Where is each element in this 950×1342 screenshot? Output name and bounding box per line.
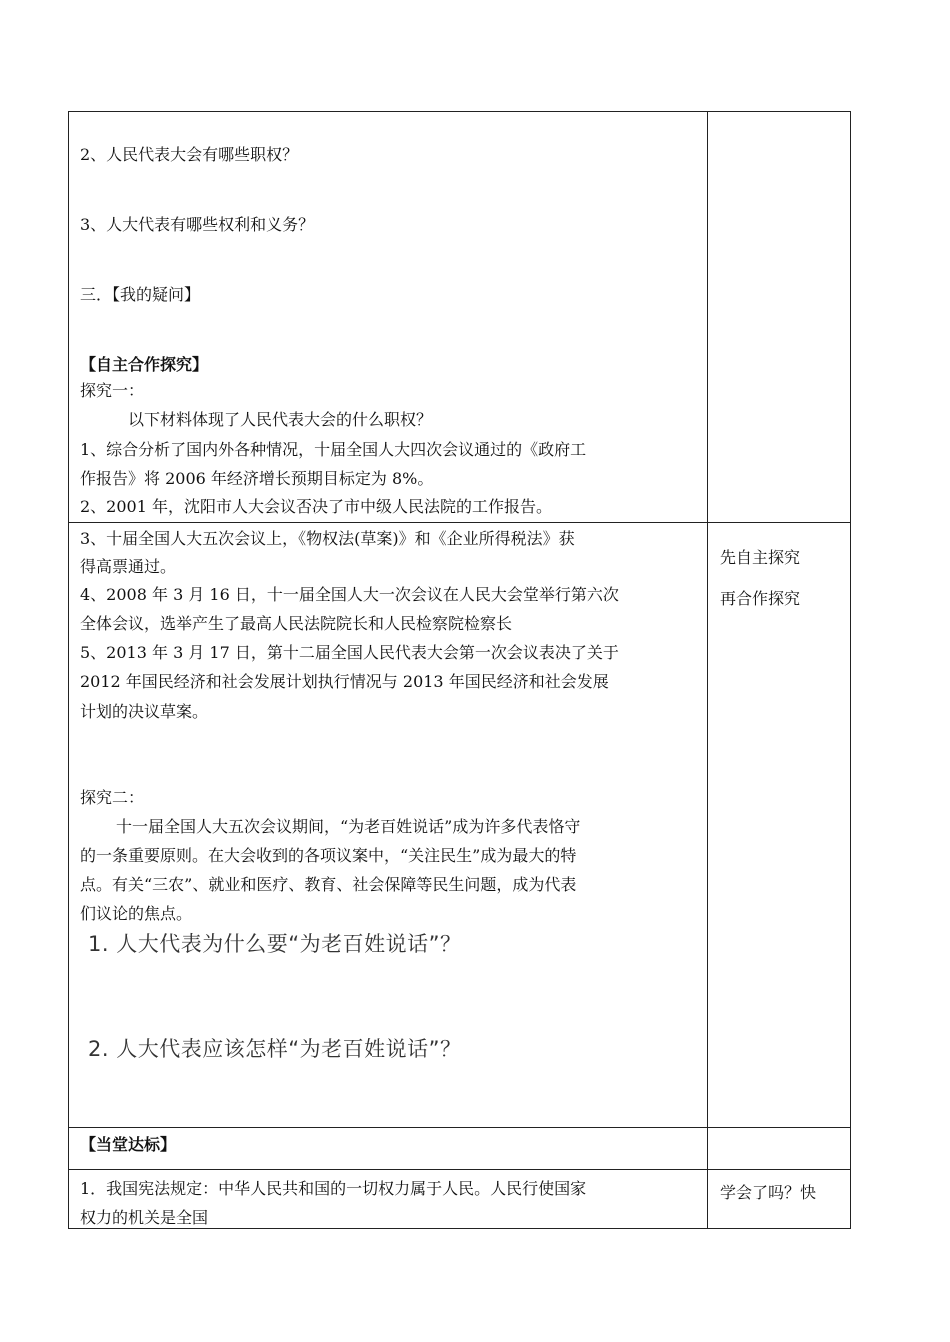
section-my-questions: 三．【我的疑问】 bbox=[80, 285, 201, 304]
material-item-3a: 3、十届全国人大五次会议上，《物权法(草案)》和《企业所得税法》获 bbox=[80, 529, 575, 548]
exercise-q1a: 1．我国宪法规定：中华人民共和国的一切权力属于人民。人民行使国家 bbox=[80, 1179, 587, 1198]
exercise-q1b: 权力的机关是全国 bbox=[80, 1208, 209, 1227]
explore1-intro: 以下材料体现了人民代表大会的什么职权？ bbox=[128, 410, 433, 429]
column-divider bbox=[707, 111, 708, 1229]
discussion-question-1: 1. 人大代表为什么要“为老百姓说话”？ bbox=[88, 932, 462, 956]
row-divider-1 bbox=[68, 522, 851, 523]
question-3: 3、人大代表有哪些权利和义务？ bbox=[80, 215, 315, 234]
explore2-para-4: 们议论的焦点。 bbox=[80, 904, 193, 923]
explore2-para-2: 的一条重要原则。在大会收到的各项议案中，“关注民生”成为最大的特 bbox=[80, 846, 577, 865]
side-note-line-2: 再合作探究 bbox=[720, 589, 801, 608]
explore2-para-3: 点。有关“三农”、就业和医疗、教育、社会保障等民生问题，成为代表 bbox=[80, 875, 577, 894]
material-item-1a: 1、综合分析了国内外各种情况，十届全国人大四次会议通过的《政府工 bbox=[80, 440, 587, 459]
material-item-2: 2、2001 年，沈阳市人大会议否决了市中级人民法院的工作报告。 bbox=[80, 497, 552, 516]
discussion-question-2: 2. 人大代表应该怎样“为老百姓说话”？ bbox=[88, 1037, 462, 1061]
row-divider-2 bbox=[68, 1127, 851, 1128]
row-divider-3 bbox=[68, 1169, 851, 1170]
material-item-4a: 4、2008 年 3 月 16 日，十一届全国人大一次会议在人民大会堂举行第六次 bbox=[80, 585, 619, 604]
question-2: 2、人民代表大会有哪些职权？ bbox=[80, 145, 299, 164]
material-item-5c: 计划的决议草案。 bbox=[80, 702, 209, 721]
heading-explore: 【自主合作探究】 bbox=[80, 355, 209, 374]
material-item-5a: 5、2013 年 3 月 17 日，第十二届全国人民代表大会第一次会议表决了关于 bbox=[80, 643, 619, 662]
side-note-learned: 学会了吗？快 bbox=[720, 1183, 817, 1202]
material-item-3b: 得高票通过。 bbox=[80, 557, 177, 576]
side-note-line-1: 先自主探究 bbox=[720, 548, 801, 567]
worksheet-table bbox=[68, 111, 851, 1229]
material-item-4b: 全体会议，选举产生了最高人民法院院长和人民检察院检察长 bbox=[80, 614, 513, 633]
material-item-1b: 作报告》将 2006 年经济增长预期目标定为 8%。 bbox=[80, 469, 434, 488]
heading-in-class-check: 【当堂达标】 bbox=[80, 1135, 177, 1154]
explore2-para-1: 十一届全国人大五次会议期间，“为老百姓说话”成为许多代表恪守 bbox=[116, 817, 581, 836]
material-item-5b: 2012 年国民经济和社会发展计划执行情况与 2013 年国民经济和社会发展 bbox=[80, 672, 609, 691]
explore2-label: 探究二： bbox=[80, 788, 145, 807]
explore1-label: 探究一： bbox=[80, 381, 145, 400]
